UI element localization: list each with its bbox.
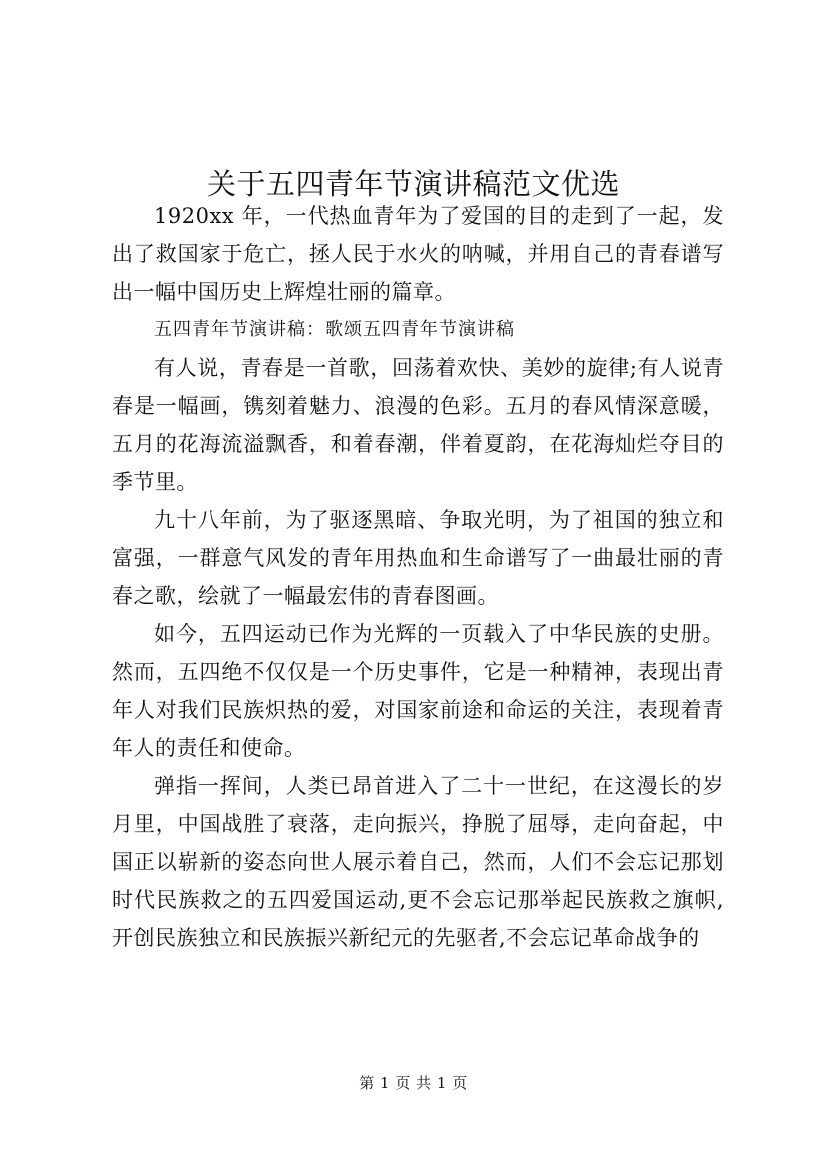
document-title: 关于五四青年节演讲稿范文优选 bbox=[206, 167, 620, 202]
paragraph-4: 如今，五四运动已作为光辉的一页载入了中华民族的史册。然而，五四绝不仅仅是一个历史事件，它是一种精神，表现出青年人对我们民族炽热的爱，对国家前途和命运的关注，表现着青年人的责任和使命。 bbox=[112, 622, 724, 760]
paragraph-2: 有人说，青春是一首歌，回荡着欢快、美妙的旋律;有人说青春是一幅画，镌刻着魅力、浪漫的色彩。五月的春风情深意暖，五月的花海流溢飘香，和着春潮，伴着夏韵，在花海灿烂夺目的季节里。 bbox=[112, 356, 724, 494]
paragraph-3: 九十八年前，为了驱逐黑暗、争取光明，为了祖国的独立和富强，一群意气风发的青年用热血和生命谱写了一曲最壮丽的青春之歌，绘就了一幅最宏伟的青春图画。 bbox=[112, 508, 724, 608]
document-body bbox=[112, 197, 724, 957]
page-footer: 第 1 页 共 1 页 bbox=[359, 1074, 468, 1092]
paragraph-5: 弹指一挥间，人类已昂首进入了二十一世纪，在这漫长的岁月里，中国战胜了衰落，走向振兴，挣脱了屈辱，走向奋起，中国正以崭新的姿态向世人展示着自己，然而，人们不会忘记那划时代民族救之的五四爱国运动,更不会忘记那举起民族救之旗帜,开创民族独立和民族振兴新纪元的先驱者,不会忘记革命战争的 bbox=[112, 774, 724, 950]
paragraph-1: 1920xx 年，一代热血青年为了爱国的目的走到了一起，发出了救国家于危亡，拯人民于水火的呐喊，并用自己的青春谱写出一幅中国历史上辉煌壮丽的篇章。 bbox=[112, 204, 724, 304]
section-subheading: 五四青年节演讲稿：歌颂五四青年节演讲稿 bbox=[154, 319, 515, 340]
